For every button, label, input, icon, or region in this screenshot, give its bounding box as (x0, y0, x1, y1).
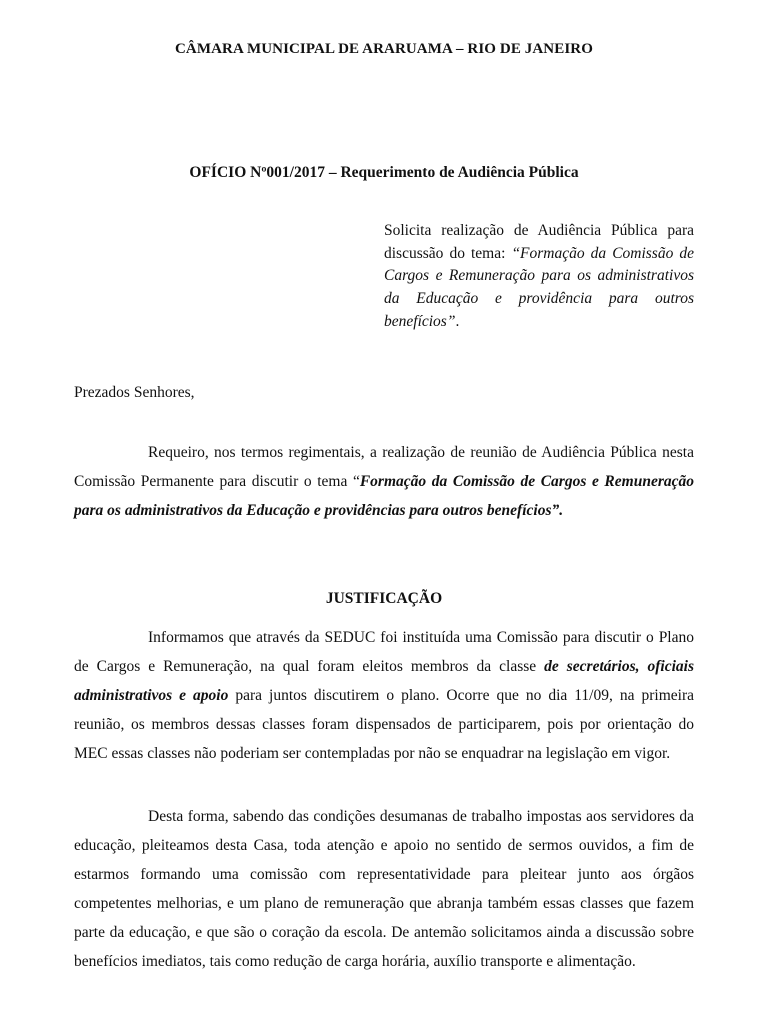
justification-p1-part1: Informamos que através da SEDUC foi instituída uma Comissão para discutir o Plano de Cargos e Remuneração, na qual foram eleitos membros da classe (74, 629, 694, 675)
ementa-topic: “Formação da Comissão de Cargos e Remuneração para os administrativos da Educação e providência para outros benefícios” (384, 244, 694, 330)
ementa-end: . (455, 312, 460, 330)
justification-title: JUSTIFICAÇÃO (325, 590, 443, 607)
justification-paragraph-1 (74, 623, 694, 768)
ementa-block (384, 220, 694, 334)
justification-p1-part2: para juntos discutirem o plano. Ocorre que no dia 11/09, na primeira reunião, os membros dessas classes foram dispensados de participarem, pois por orientação do MEC essas classes não poderiam ser contempladas por não se enquadrar na legislação em vigor. (74, 687, 694, 762)
request-topic: Formação da Comissão de Cargos e Remuneração para os administrativos da Educação e providências para outros benefícios”. (74, 473, 694, 519)
justification-paragraph-2 (74, 802, 694, 976)
justification-p1-classes: de secretários, oficiais administrativos e apoio (74, 658, 694, 704)
request-paragraph (74, 438, 694, 525)
oficio-title: OFÍCIO Nº001/2017 – Requerimento de Audiência Pública (189, 164, 579, 181)
greeting: Prezados Senhores, (74, 384, 195, 401)
ementa-text: Solicita realização de Audiência Pública para discussão do tema: (384, 222, 694, 262)
justification-p2-text: Desta forma, sabendo das condições desumanas de trabalho impostas aos servidores da educação, pleiteamos desta Casa, toda atenção e apoio no sentido de sermos ouvidos, a fim de estarmos formando uma comissão com representatividade para pleitear junto aos órgãos competentes melhorias, e um plano de remuneração que abranja também essas classes que fazem parte da educação, e que são o coração da escola. De antemão solicitamos ainda a discussão sobre benefícios imediatos, tais como redução de carga horária, auxílio transporte e alimentação. (74, 808, 694, 970)
request-text: Requeiro, nos termos regimentais, a realização de reunião de Audiência Pública nesta Comissão Permanente para discutir o tema “ (74, 444, 694, 490)
document-header: CÂMARA MUNICIPAL DE ARARUAMA – RIO DE JANEIRO (175, 41, 593, 57)
